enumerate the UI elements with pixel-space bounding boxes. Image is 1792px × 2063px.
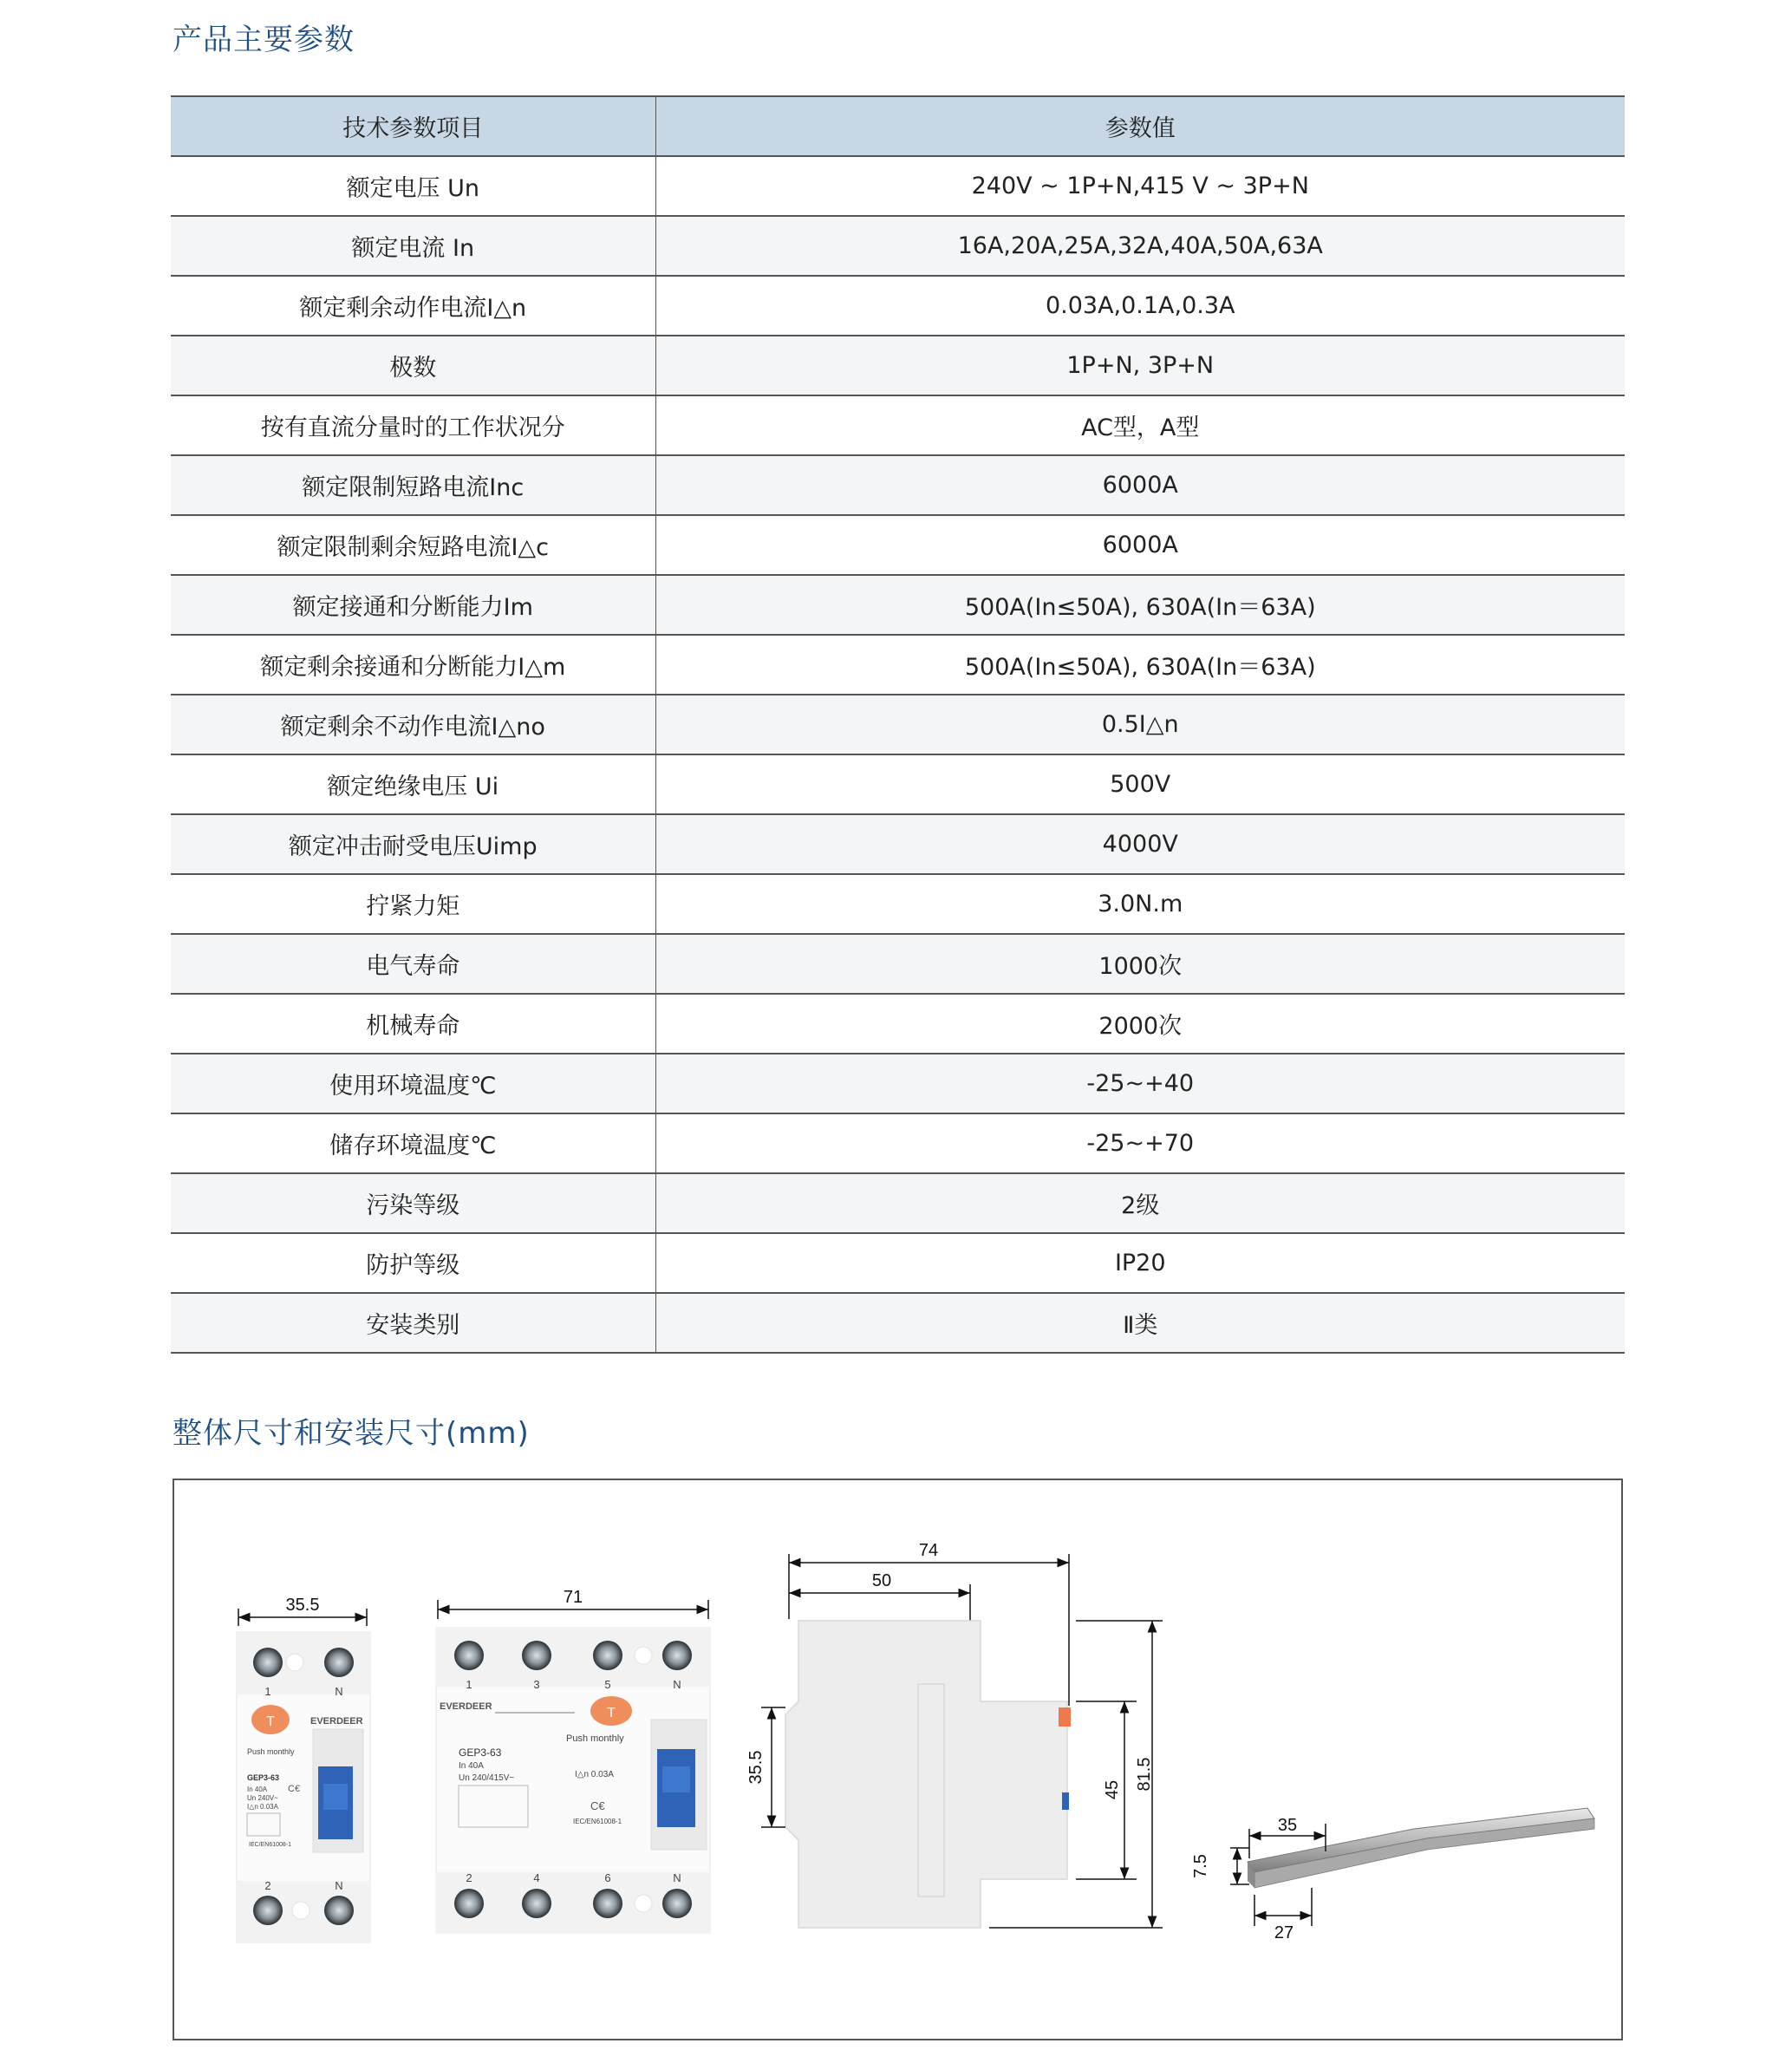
spec-table-header [171, 96, 1625, 156]
parameter-name-cell: 拧紧力矩 [171, 874, 655, 934]
screw-icon [454, 1641, 484, 1670]
table-row [171, 276, 1625, 336]
table-row [171, 934, 1625, 994]
parameter-name-cell: 额定电压 Un [171, 156, 655, 216]
ce-mark-icon: C€ [590, 1799, 605, 1812]
parameter-value-cell: AC型，A型 [655, 395, 1625, 455]
table-row [171, 874, 1625, 934]
test-button-label: T [266, 1714, 275, 1729]
side-test-button [1059, 1707, 1071, 1727]
rating-sensitivity: I△n 0.03A [247, 1803, 278, 1811]
table-row [171, 1173, 1625, 1233]
rcd-2p-front-view [237, 1596, 370, 1942]
parameter-name-cell: 额定冲击耐受电压Uimp [171, 814, 655, 874]
table-row [171, 1113, 1625, 1173]
dimension-rail-width: 35 [1277, 1816, 1298, 1835]
terminal-label: 5 [604, 1678, 611, 1691]
terminal-label: 3 [533, 1678, 540, 1691]
terminal-label: 4 [533, 1871, 540, 1884]
dimension-depth-to-step: 50 [871, 1571, 892, 1590]
table-row [171, 216, 1625, 276]
screw-icon [454, 1889, 484, 1918]
brand-logo: EVERDEER [310, 1716, 363, 1727]
dimensions-frame [173, 1479, 1623, 2040]
parameter-value-cell: 2级 [655, 1173, 1625, 1233]
table-row [171, 994, 1625, 1054]
terminal-hole-icon [292, 1902, 310, 1919]
rating-in: In 40A [459, 1761, 484, 1771]
dimension-2p-width: 35.5 [285, 1596, 320, 1615]
parameter-value-cell: 4000V [655, 814, 1625, 874]
side-handle [1062, 1792, 1069, 1810]
rating-un: Un 240/415V~ [459, 1773, 515, 1783]
table-row [171, 575, 1625, 635]
header-parameter-value: 参数值 [655, 96, 1625, 156]
dimensions-drawing [174, 1480, 1625, 2042]
toggle-handle-highlight [662, 1766, 690, 1792]
parameter-value-cell: 1P+N, 3P+N [655, 336, 1625, 395]
table-row [171, 515, 1625, 575]
header-parameter-item: 技术参数项目 [171, 96, 655, 156]
side-housing [785, 1621, 1067, 1928]
toggle-handle-highlight [323, 1784, 348, 1810]
dimension-rail-height: 35.5 [746, 1750, 766, 1785]
ce-mark-icon: C€ [288, 1784, 301, 1794]
rating-in: In 40A [247, 1786, 268, 1793]
dimension-overall-depth: 74 [918, 1541, 939, 1560]
parameter-value-cell: 1000次 [655, 934, 1625, 994]
parameter-value-cell: 6000A [655, 455, 1625, 515]
parameter-name-cell: 储存环境温度℃ [171, 1113, 655, 1173]
table-row [171, 156, 1625, 216]
section-title-parameters: 产品主要参数 [173, 23, 355, 57]
parameter-value-cell: 0.03A,0.1A,0.3A [655, 276, 1625, 336]
din-rail [1191, 1808, 1594, 1942]
standard-label: IEC/EN61008-1 [249, 1842, 292, 1848]
parameter-value-cell: 500A(In≤50A), 630A(In＝63A) [655, 575, 1625, 635]
terminal-label: 2 [466, 1871, 472, 1884]
dimension-overall-height: 81.5 [1135, 1757, 1154, 1792]
parameter-name-cell: 额定剩余动作电流I△n [171, 276, 655, 336]
test-button-label: T [607, 1706, 616, 1720]
terminal-label: 2 [264, 1879, 271, 1892]
screw-icon [522, 1889, 551, 1918]
push-monthly-label: Push monthly [566, 1733, 624, 1744]
push-monthly-label: Push monthly [247, 1747, 295, 1756]
parameter-name-cell: 额定剩余接通和分断能力I△m [171, 635, 655, 695]
table-row [171, 1233, 1625, 1293]
parameter-value-cell: 16A,20A,25A,32A,40A,50A,63A [655, 216, 1625, 276]
table-row [171, 635, 1625, 695]
model-label: GEP3-63 [247, 1773, 280, 1782]
table-row [171, 336, 1625, 395]
brand-logo: EVERDEER [440, 1701, 492, 1712]
parameter-value-cell: Ⅱ类 [655, 1293, 1625, 1353]
rcd-4p-front-view [436, 1588, 710, 1933]
dimension-rail-inner-width: 27 [1274, 1923, 1294, 1942]
screw-icon [662, 1641, 692, 1670]
parameter-value-cell: 240V ~ 1P+N,415 V ~ 3P+N [655, 156, 1625, 216]
parameter-value-cell: -25~+70 [655, 1113, 1625, 1173]
terminal-hole-icon [286, 1654, 303, 1671]
table-row [171, 754, 1625, 814]
parameter-value-cell: 500V [655, 754, 1625, 814]
parameter-value-cell: 500A(In≤50A), 630A(In＝63A) [655, 635, 1625, 695]
parameter-name-cell: 额定电流 In [171, 216, 655, 276]
terminal-label: N [673, 1678, 681, 1691]
table-row [171, 814, 1625, 874]
table-row [171, 1293, 1625, 1353]
terminal-label: N [673, 1871, 681, 1884]
parameter-value-cell: -25~+40 [655, 1054, 1625, 1113]
parameter-name-cell: 污染等级 [171, 1173, 655, 1233]
parameter-name-cell: 额定限制短路电流Inc [171, 455, 655, 515]
parameter-name-cell: 额定剩余不动作电流I△no [171, 695, 655, 754]
screw-icon [253, 1896, 283, 1925]
parameter-name-cell: 防护等级 [171, 1233, 655, 1293]
spec-table [171, 95, 1625, 1354]
rcd-side-view [746, 1541, 1163, 1928]
terminal-label: N [335, 1879, 343, 1892]
terminal-label: 6 [604, 1871, 611, 1884]
parameter-name-cell: 按有直流分量时的工作状况分 [171, 395, 655, 455]
parameter-name-cell: 极数 [171, 336, 655, 395]
parameter-value-cell: IP20 [655, 1233, 1625, 1293]
section-title-dimensions: 整体尺寸和安装尺寸(mm) [173, 1416, 530, 1451]
terminal-label: 1 [466, 1678, 472, 1691]
table-row [171, 455, 1625, 515]
parameter-name-cell: 额定绝缘电压 Ui [171, 754, 655, 814]
parameter-name-cell: 使用环境温度℃ [171, 1054, 655, 1113]
parameter-name-cell: 机械寿命 [171, 994, 655, 1054]
parameter-value-cell: 3.0N.m [655, 874, 1625, 934]
screw-icon [593, 1641, 622, 1670]
parameter-value-cell: 0.5I△n [655, 695, 1625, 754]
parameter-name-cell: 安装类别 [171, 1293, 655, 1353]
terminal-label: 1 [264, 1685, 271, 1698]
table-row [171, 395, 1625, 455]
dimension-front-height: 45 [1103, 1779, 1122, 1800]
screw-icon [662, 1889, 692, 1918]
model-label: GEP3-63 [459, 1746, 502, 1759]
terminal-label: N [335, 1685, 343, 1698]
parameter-name-cell: 额定接通和分断能力Im [171, 575, 655, 635]
screw-icon [324, 1896, 354, 1925]
dimension-4p-width: 71 [563, 1588, 583, 1607]
terminal-hole-icon [635, 1895, 652, 1912]
rating-un: Un 240V~ [247, 1794, 278, 1802]
dimension-rail-thickness: 7.5 [1191, 1854, 1210, 1878]
standard-label: IEC/EN61008-1 [573, 1818, 622, 1825]
parameter-name-cell: 额定限制剩余短路电流I△c [171, 515, 655, 575]
rating-sensitivity: I△n 0.03A [575, 1770, 614, 1779]
screw-icon [593, 1889, 622, 1918]
table-row [171, 695, 1625, 754]
screw-icon [253, 1648, 283, 1677]
parameter-name-cell: 电气寿命 [171, 934, 655, 994]
parameter-value-cell: 6000A [655, 515, 1625, 575]
screw-icon [522, 1641, 551, 1670]
terminal-hole-icon [635, 1647, 652, 1664]
screw-icon [324, 1648, 354, 1677]
table-row [171, 1054, 1625, 1113]
parameter-value-cell: 2000次 [655, 994, 1625, 1054]
